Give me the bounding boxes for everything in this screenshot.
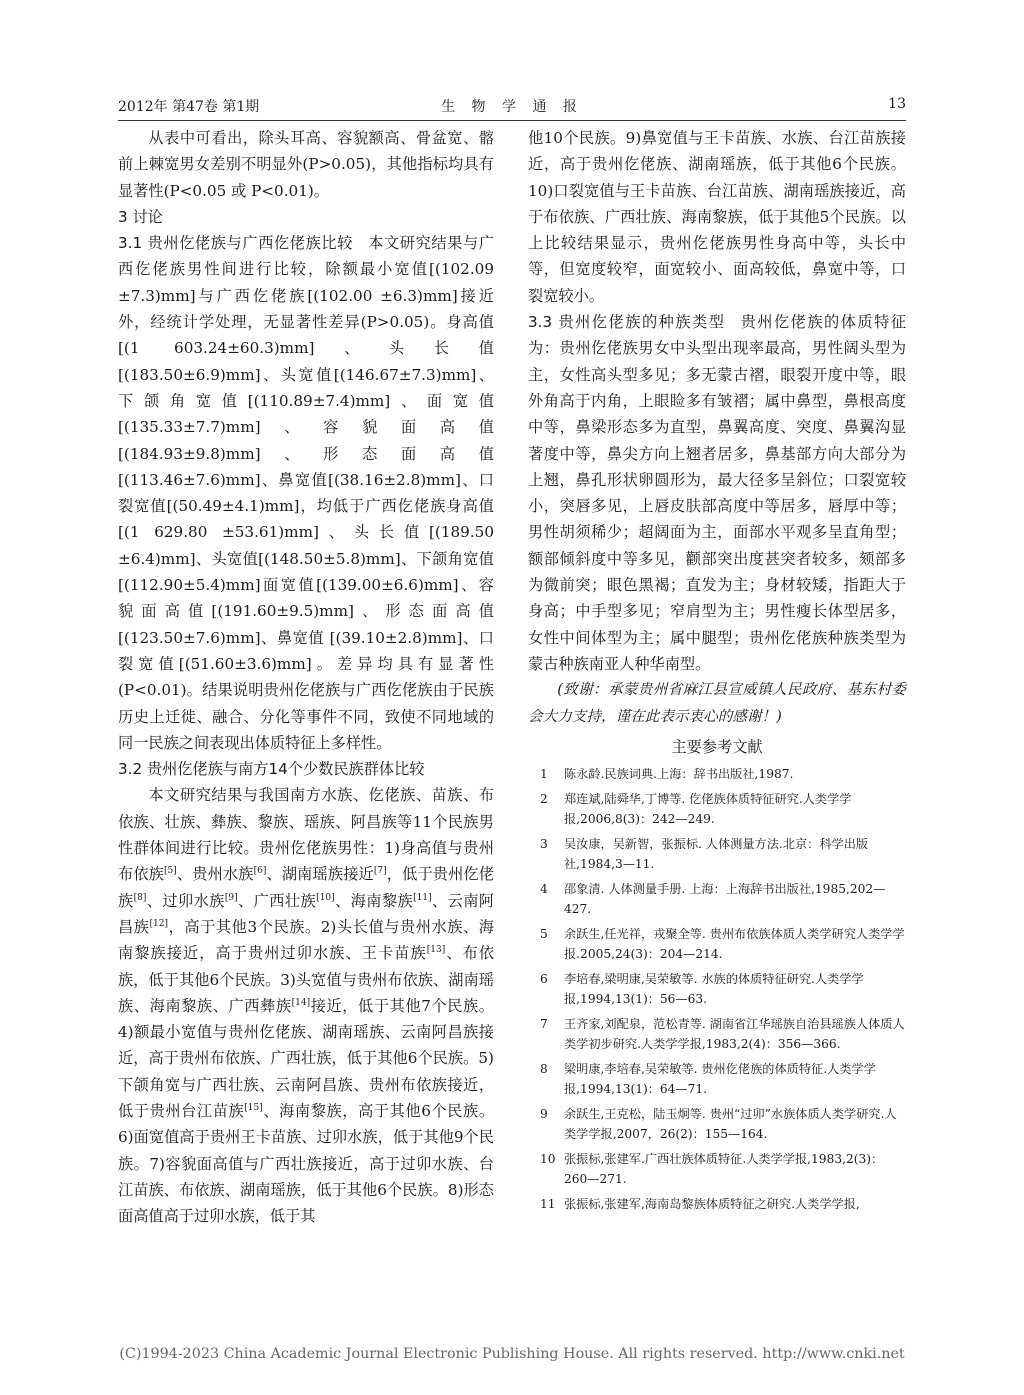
reference-item — [528, 1014, 906, 1054]
reference-text: 郑连斌,陆舜华,丁博等. 仡佬族体质特征研究.人类学学报,2006,8(3)：242—249. — [564, 791, 852, 827]
citation-10: [10] — [316, 892, 335, 903]
text-span: 、布依族，低于其他6个民族。3)头宽值与贵州布依族、湖南瑶族、海南黎族、广西彝族 — [118, 944, 495, 1015]
section-3-3-text: 贵州仡佬族的体质特征为：贵州仡佬族男女中头型出现率最高，男性阔头型为主，女性高头型多见；多无蒙古褶，眼裂开度中等，眼外角高于内角，上眼睑多有皱褶；属中鼻型，鼻根高度中等，鼻梁形态多为直型，鼻翼高度、突度、鼻翼沟显著度中等，鼻尖方向上翘者居多，鼻基部方向大部分为上翘，鼻孔形状卵圆形为，最大径多呈斜位；口裂宽较小，突唇多见，上唇皮肤部高度中等居多，唇厚中等；男性胡须稀少；超阔面为主，面部水平观多呈直角型；额部倾斜度中等多见，颧部突出度甚突者较多，颏部多为微前突；眼色黑褐；直发为主；身材较矮，指距大于身高；中手型多见；窄肩型为主；男性瘦长体型居多，女性中间体型为主；属中腿型；贵州仡佬族种族类型为蒙古种族南亚人种华南型。 — [528, 313, 907, 673]
reference-text: 余跃生,任光祥，戎聚全等. 贵州布依族体质人类学研究人类学学报.2005,24(3)：204—214. — [564, 926, 905, 962]
reference-text: 陈永龄.民族词典.上海：辞书出版社,1987. — [564, 767, 794, 782]
reference-item — [528, 969, 906, 1009]
reference-item — [528, 879, 906, 919]
reference-number: 5 — [540, 926, 548, 941]
citation-9: [9] — [224, 892, 238, 903]
reference-text: 张振标,张建军.广西壮族体质特征.人类学学报,1983,2(3)：260—271. — [564, 1151, 884, 1187]
text-span: 接近，低于其他7个民族。4)额最小宽值与贵州仡佬族、湖南瑶族、云南阿昌族接近，高于贵州布依族、广西壮族，低于其他6个民族。5)下颌角宽与广西壮族、云南阿昌族、贵州布依族接近，低于贵州台江苗族 — [118, 996, 494, 1120]
text-span: 、湖南瑶族接近 — [266, 865, 374, 884]
reference-item — [528, 1194, 906, 1214]
copyright-footer: (C)1994-2023 China Academic Journal Electronic Publishing House. All rights reserved. http://www.cnki.net — [119, 1346, 905, 1362]
reference-item — [528, 789, 906, 829]
reference-item — [528, 1059, 906, 1099]
right-column — [528, 125, 906, 1219]
reference-text: 余跃生,王克松，陆玉炯等. 贵州“过卯”水族体质人类学研究.人类学学报,2007，26(2)：155—164. — [564, 1106, 897, 1142]
left-column — [118, 125, 494, 1229]
reference-item — [528, 924, 906, 964]
reference-item — [528, 764, 906, 784]
citation-8: [8] — [133, 892, 147, 903]
reference-number: 2 — [540, 791, 548, 806]
section-3-1-heading: 3.1 贵州仡佬族与广西仡佬族比较 — [118, 234, 354, 253]
text-span: ，低于贵州仡佬族 — [118, 865, 495, 910]
reference-item — [528, 834, 906, 874]
reference-number: 10 — [540, 1151, 556, 1166]
reference-number: 9 — [540, 1106, 548, 1121]
reference-number: 3 — [540, 836, 548, 851]
references-heading: 主要参考文献 — [671, 737, 763, 756]
page-number: 13 — [888, 96, 906, 112]
citation-14: [14] — [291, 997, 311, 1008]
citation-12: [12] — [149, 918, 169, 929]
reference-number: 4 — [540, 881, 548, 896]
reference-number: 1 — [540, 767, 548, 782]
journal-issue: 2012年 第47卷 第1期 — [118, 99, 260, 115]
citation-11: [11] — [413, 892, 432, 903]
intro-paragraph: 从表中可看出，除头耳高、容貌额高、骨盆宽、髂前上棘宽男女差别不明显外(P>0.05)，其他指标均具有显著性(P<0.05 或 P<0.01)。 — [118, 129, 494, 200]
text-span: 、广西壮族 — [237, 891, 317, 910]
references-list — [528, 764, 906, 1214]
section-3-1-text: 本文研究结果与广西仡佬族男性间进行比较，除额最小宽值[(102.09 ±7.3)mm]与广西仡佬族[(102.00 ±6.3)mm]接近外，经统计学处理，无显著性差异(P>0.05)。身高值 [(1 603.24±60.3)mm]、头长值[(183.50±6.9)mm]、头宽值[(146.67±7.3)mm]、下颌角宽值[(110.89±7.4)mm]、面宽值[(135.33±7.7)mm]、容貌面高值[(184.93±9.8)mm]、形态面高值[(113.46±7.6)mm]、鼻宽值[(38.16±2.8)mm]、口裂宽值[(50.49±4.1)mm]，均低于广西仡佬族身高值[(1 629.80 ±53.61)mm]、头长值[(189.50 ±6.4)mm]、头宽值[(148.50±5.8)mm]、下颌角宽值[(112.90±5.4)mm]面宽值[(139.00±6.6)mm]、容貌面高值[(191.60±9.5)mm]、形态面高值[(123.50±7.6)mm]、鼻宽值 [(39.10±2.8)mm]、口裂宽值[(51.60±3.6)mm]。差异均具有显著性(P<0.01)。结果说明贵州仡佬族与广西仡佬族由于民族历史上迁徙、融合、分化等事件不同，致使不同地域的同一民族之间表现出体质特征上多样性。 — [118, 234, 495, 752]
acknowledgement: (致谢：承蒙贵州省麻江县宣威镇人民政府、基东村委会大力支持，谨在此表示衷心的感谢！) — [528, 681, 906, 725]
reference-text: 吴汝康，吴新智，张振标. 人体测量方法.北京：科学出版社,1984,3—11. — [564, 836, 869, 872]
running-header — [118, 96, 906, 120]
header-rule — [118, 120, 906, 121]
section-3-heading: 3 讨论 — [118, 207, 163, 226]
citation-13: [13] — [426, 945, 446, 956]
text-span: 、过卯水族 — [146, 891, 225, 910]
reference-text: 李培春,梁明康,吴荣敏等. 水族的体质特征研究.人类学学报,1994,13(1)：56—63. — [564, 971, 864, 1007]
section-3-2-heading: 3.2 贵州仡佬族与南方14个少数民族群体比较 — [118, 760, 425, 779]
text-span: 、海南黎族，高于其他6个民族。6)面宽值高于贵州王卡苗族、过卯水族，低于其他9个民族。7)容貌面高值与广西壮族接近，高于过卯水族、台江苗族、布依族、湖南瑶族，低于其他6个民族。8)形态面高值高于过卯水族，低于其 — [118, 1101, 495, 1226]
reference-number: 8 — [540, 1061, 548, 1076]
citation-6: [6] — [253, 866, 267, 877]
continued-paragraph: 他10个民族。9)鼻宽值与王卡苗族、水族、台江苗族接近，高于贵州仡佬族、湖南瑶族，低于其他6个民族。10)口裂宽值与王卡苗族、台江苗族、湖南瑶族接近，高于布依族、广西壮族、海南黎族，低于其他5个民族。以上比较结果显示，贵州仡佬族男性身高中等，头长中等，但宽度较窄，面宽较小、面高较低，鼻宽中等，口裂宽较小。 — [528, 129, 906, 305]
reference-number: 6 — [540, 971, 548, 986]
section-3-2-paragraph — [118, 782, 494, 1229]
text-span: 、云南阿昌族 — [118, 891, 495, 936]
text-span: 、海南黎族 — [334, 891, 414, 910]
section-3-3-heading: 3.3 贵州仡佬族的种族类型 — [528, 313, 726, 332]
citation-7: [7] — [373, 866, 387, 877]
reference-text: 王齐家,刘配泉，范松青等. 湖南省江华瑶族自治县瑶族人体质人类学初步研究.人类学学报,1983,2(4)：356—366. — [564, 1016, 905, 1052]
reference-item — [528, 1149, 906, 1189]
section-3-3-paragraph — [528, 309, 906, 677]
journal-title: 生 物 学 通 报 — [441, 99, 583, 115]
citation-15: [15] — [244, 1102, 263, 1113]
text-span: 本文研究结果与我国南方水族、仡佬族、苗族、布依族、壮族、彝族、黎族、瑶族、阿昌族等11个民族男性群体间进行比较。贵州仡佬族男性：1)身高值与贵州布依族 — [118, 786, 494, 884]
reference-number: 11 — [540, 1196, 556, 1211]
text-span: 、贵州水族 — [176, 865, 254, 884]
reference-item — [528, 1104, 906, 1144]
reference-text: 梁明康,李培春,吴荣敏等. 贵州仡佬族的体质特征.人类学学报,1994,13(1)：64—71. — [564, 1061, 876, 1097]
reference-number: 7 — [540, 1016, 548, 1031]
reference-text: 邵象清. 人体测量手册. 上海：上海辞书出版社,1985,202—427. — [564, 881, 886, 917]
text-span: ，高于其他3个民族。2)头长值与贵州水族、海南黎族接近，高于贵州过卯水族、王卡苗族 — [118, 917, 494, 963]
section-3-1-paragraph — [118, 230, 494, 756]
citation-5: [5] — [164, 866, 177, 877]
reference-text: 张振标,张建军,海南岛黎族体质特征之研究.人类学学报, — [564, 1196, 860, 1211]
